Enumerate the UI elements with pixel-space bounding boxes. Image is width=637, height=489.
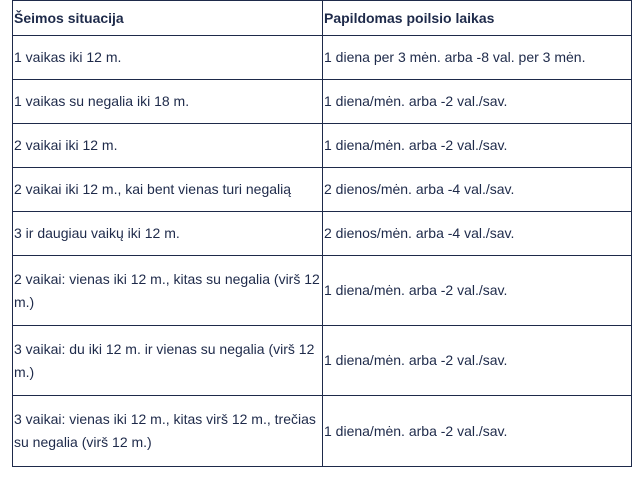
rest-time-cell: 1 diena/mėn. arba -2 val./sav. (323, 396, 632, 467)
rest-time-cell: 1 diena per 3 mėn. arba -8 val. per 3 mėn. (323, 36, 632, 80)
rest-time-cell: 1 diena/mėn. arba -2 val./sav. (323, 124, 632, 168)
family-situation-cell: 2 vaikai iki 12 m., kai bent vienas turi negalią (13, 168, 323, 212)
table-row (13, 36, 632, 80)
family-situation-cell: 3 vaikai: du iki 12 m. ir vienas su negalia (virš 12 m.) (13, 326, 323, 396)
table-row (13, 168, 632, 212)
table-row (13, 396, 632, 467)
rest-time-cell: 2 dienos/mėn. arba -4 val./sav. (323, 168, 632, 212)
additional-leave-table (12, 0, 632, 467)
table-header-row (13, 1, 632, 36)
rest-time-cell: 1 diena/mėn. arba -2 val./sav. (323, 256, 632, 326)
family-situation-cell: 3 ir daugiau vaikų iki 12 m. (13, 212, 323, 256)
table-row (13, 212, 632, 256)
family-situation-cell: 2 vaikai iki 12 m. (13, 124, 323, 168)
leave-table-container (12, 0, 631, 467)
rest-time-cell: 1 diena/mėn. arba -2 val./sav. (323, 80, 632, 124)
table-row (13, 326, 632, 396)
family-situation-cell: 1 vaikas iki 12 m. (13, 36, 323, 80)
family-situation-cell: 2 vaikai: vienas iki 12 m., kitas su negalia (virš 12 m.) (13, 256, 323, 326)
family-situation-cell: 3 vaikai: vienas iki 12 m., kitas virš 12 m., trečias su negalia (virš 12 m.) (13, 396, 323, 467)
header-additional-rest-time: Papildomas poilsio laikas (323, 1, 632, 36)
rest-time-cell: 1 diena/mėn. arba -2 val./sav. (323, 326, 632, 396)
table-row (13, 256, 632, 326)
header-family-situation: Šeimos situacija (13, 1, 323, 36)
table-row (13, 80, 632, 124)
rest-time-cell: 2 dienos/mėn. arba -4 val./sav. (323, 212, 632, 256)
table-row (13, 124, 632, 168)
family-situation-cell: 1 vaikas su negalia iki 18 m. (13, 80, 323, 124)
